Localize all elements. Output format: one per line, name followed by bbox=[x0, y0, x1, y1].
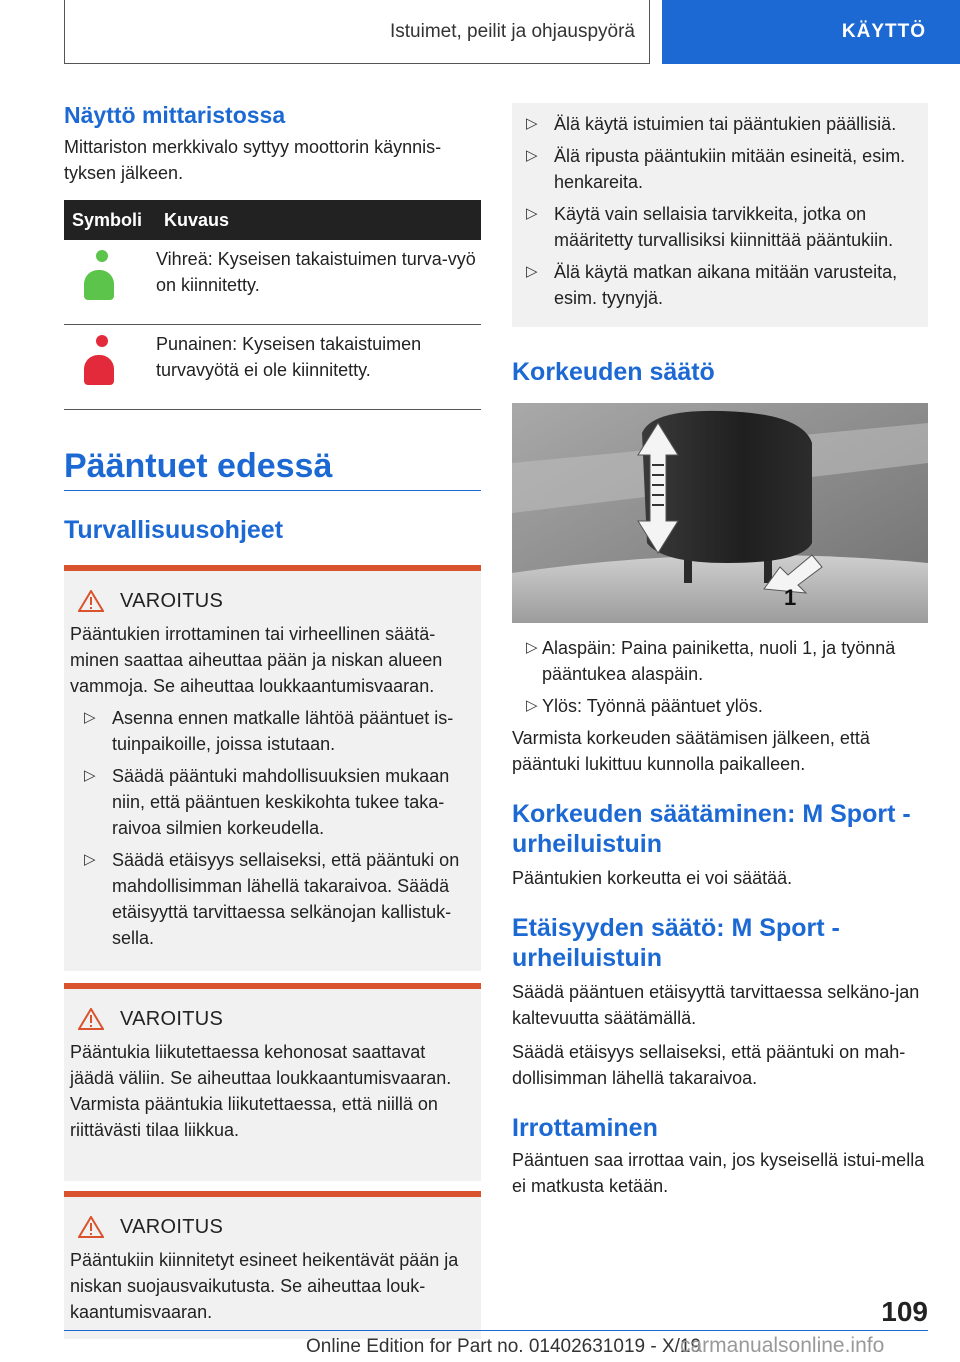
warning-triangle-icon bbox=[78, 1216, 104, 1238]
list-item: ▷ Ylös: Työnnä pääntuet ylös. bbox=[512, 693, 928, 719]
distance-text-2: Säädä etäisyys sellaiseksi, että pääntuki on mah-dollisimman lähellä takaraivoa. bbox=[512, 1042, 906, 1088]
callout-number: 1 bbox=[784, 585, 797, 610]
msport-height-heading: Korkeuden säätäminen: M Sport -urheiluistuin bbox=[512, 800, 911, 858]
list-item: ▷ Säädä pääntuki mahdollisuuksien mukaan niin, että pääntuen keskikohta tukee taka-raivoa silmien korkeudella. bbox=[70, 763, 473, 841]
warning-triangle-icon bbox=[78, 590, 104, 612]
list-item: ▷ Älä ripusta pääntukiin mitään esineitä, esim. henkareita. bbox=[512, 143, 920, 195]
main-heading: Pääntuet edessä bbox=[64, 447, 333, 485]
table-header-symbol: Symboli bbox=[64, 200, 156, 240]
table-cell-description: Vihreä: Kyseisen takaistuimen turva-vyö on kiinnitetty. bbox=[156, 240, 481, 325]
warning-title: VAROITUS bbox=[120, 1215, 224, 1238]
warning-box bbox=[64, 565, 481, 971]
footer-rule bbox=[64, 1330, 928, 1331]
display-text: Mittariston merkkivalo syttyy moottorin käynnis-tyksen jälkeen. bbox=[64, 137, 442, 183]
warning-text: Pääntukien irrottaminen tai virheellinen säätä-minen saattaa aiheuttaa pään ja niskan alueen vammoja. Se aiheuttaa loukkaantumisvaaran. bbox=[70, 624, 443, 696]
precautions-box bbox=[512, 103, 928, 327]
height-heading: Korkeuden säätö bbox=[512, 358, 715, 386]
warning-triangle-icon bbox=[78, 1008, 104, 1030]
edition-text: Online Edition for Part no. 01402631019 - X/19 bbox=[306, 1336, 702, 1357]
list-item: ▷ Säädä etäisyys sellaiseksi, että pääntuki on mahdollisimman lähellä takaraivoa. Säädä etäisyyttä tarvittaessa selkänojan kallistuk-sella. bbox=[70, 847, 473, 951]
msport-height-text: Pääntukien korkeutta ei voi säätää. bbox=[512, 868, 793, 888]
distance-text-1: Säädä pääntuen etäisyyttä tarvittaessa selkäno-jan kaltevuutta säätämällä. bbox=[512, 982, 920, 1028]
list-item: ▷ Alaspäin: Paina painiketta, nuoli 1, ja työnnä pääntukea alaspäin. bbox=[512, 635, 928, 687]
list-item: ▷ Älä käytä istuimien tai pääntukien päällisiä. bbox=[512, 111, 920, 137]
header-section-title bbox=[64, 0, 650, 64]
warning-box bbox=[64, 983, 481, 1181]
height-text: Varmista korkeuden säätämisen jälkeen, että pääntuki lukittuu kunnolla paikalleen. bbox=[512, 728, 870, 774]
table-row bbox=[64, 240, 481, 325]
removal-heading: Irrottaminen bbox=[512, 1114, 658, 1142]
distance-heading: Etäisyyden säätö: M Sport -urheiluistuin bbox=[512, 914, 840, 972]
list-item: ▷ Käytä vain sellaisia tarvikkeita, jotka on määritetty turvallisiksi kiinnittää pääntukiin. bbox=[512, 201, 920, 253]
warning-title: VAROITUS bbox=[120, 1007, 224, 1030]
removal-text: Pääntuen saa irrottaa vain, jos kyseisellä istui-mella ei matkusta ketään. bbox=[512, 1150, 925, 1196]
list-item: ▷ Älä käytä matkan aikana mitään varusteita, esim. tyynyjä. bbox=[512, 259, 920, 311]
warning-box bbox=[64, 1191, 481, 1339]
safety-heading: Turvallisuusohjeet bbox=[64, 516, 284, 544]
warning-title: VAROITUS bbox=[120, 589, 224, 612]
right-column bbox=[512, 103, 928, 1199]
table-header-description: Kuvaus bbox=[156, 200, 481, 240]
chapter-label: KÄYTTÖ bbox=[841, 21, 926, 42]
seatbelt-green-icon bbox=[82, 250, 122, 310]
list-item: ▷ Asenna ennen matkalle lähtöä pääntuet is-tuinpaikoille, joissa istutaan. bbox=[70, 705, 473, 757]
seatbelt-red-icon bbox=[82, 335, 122, 395]
warning-text: Pääntukiin kiinnitetyt esineet heikentävät pään ja niskan suojausvaikutusta. Se aiheuttaa louk-kaantumisvaaran. bbox=[70, 1250, 459, 1322]
page-number: 109 bbox=[881, 1296, 928, 1327]
warning-text: Pääntukia liikutettaessa kehonosat saattavat jäädä väliin. Se aiheuttaa loukkaantumisvaaran. Varmista pääntukia liikutettaessa, että niillä on riittävästi tilaa liikkua. bbox=[70, 1042, 452, 1140]
symbol-table bbox=[64, 200, 481, 410]
header-chapter-tab[interactable] bbox=[662, 0, 960, 64]
left-column bbox=[64, 100, 481, 1339]
table-row bbox=[64, 325, 481, 410]
display-heading: Näyttö mittaristossa bbox=[64, 102, 286, 128]
watermark-text: carmanualsonline.info bbox=[680, 1334, 885, 1357]
table-cell-description: Punainen: Kyseisen takaistuimen turvavyötä ei ole kiinnitetty. bbox=[156, 325, 481, 410]
section-label: Istuimet, peilit ja ohjauspyörä bbox=[389, 20, 635, 42]
headrest-photo bbox=[512, 403, 928, 623]
headrest-illustration bbox=[512, 403, 928, 623]
